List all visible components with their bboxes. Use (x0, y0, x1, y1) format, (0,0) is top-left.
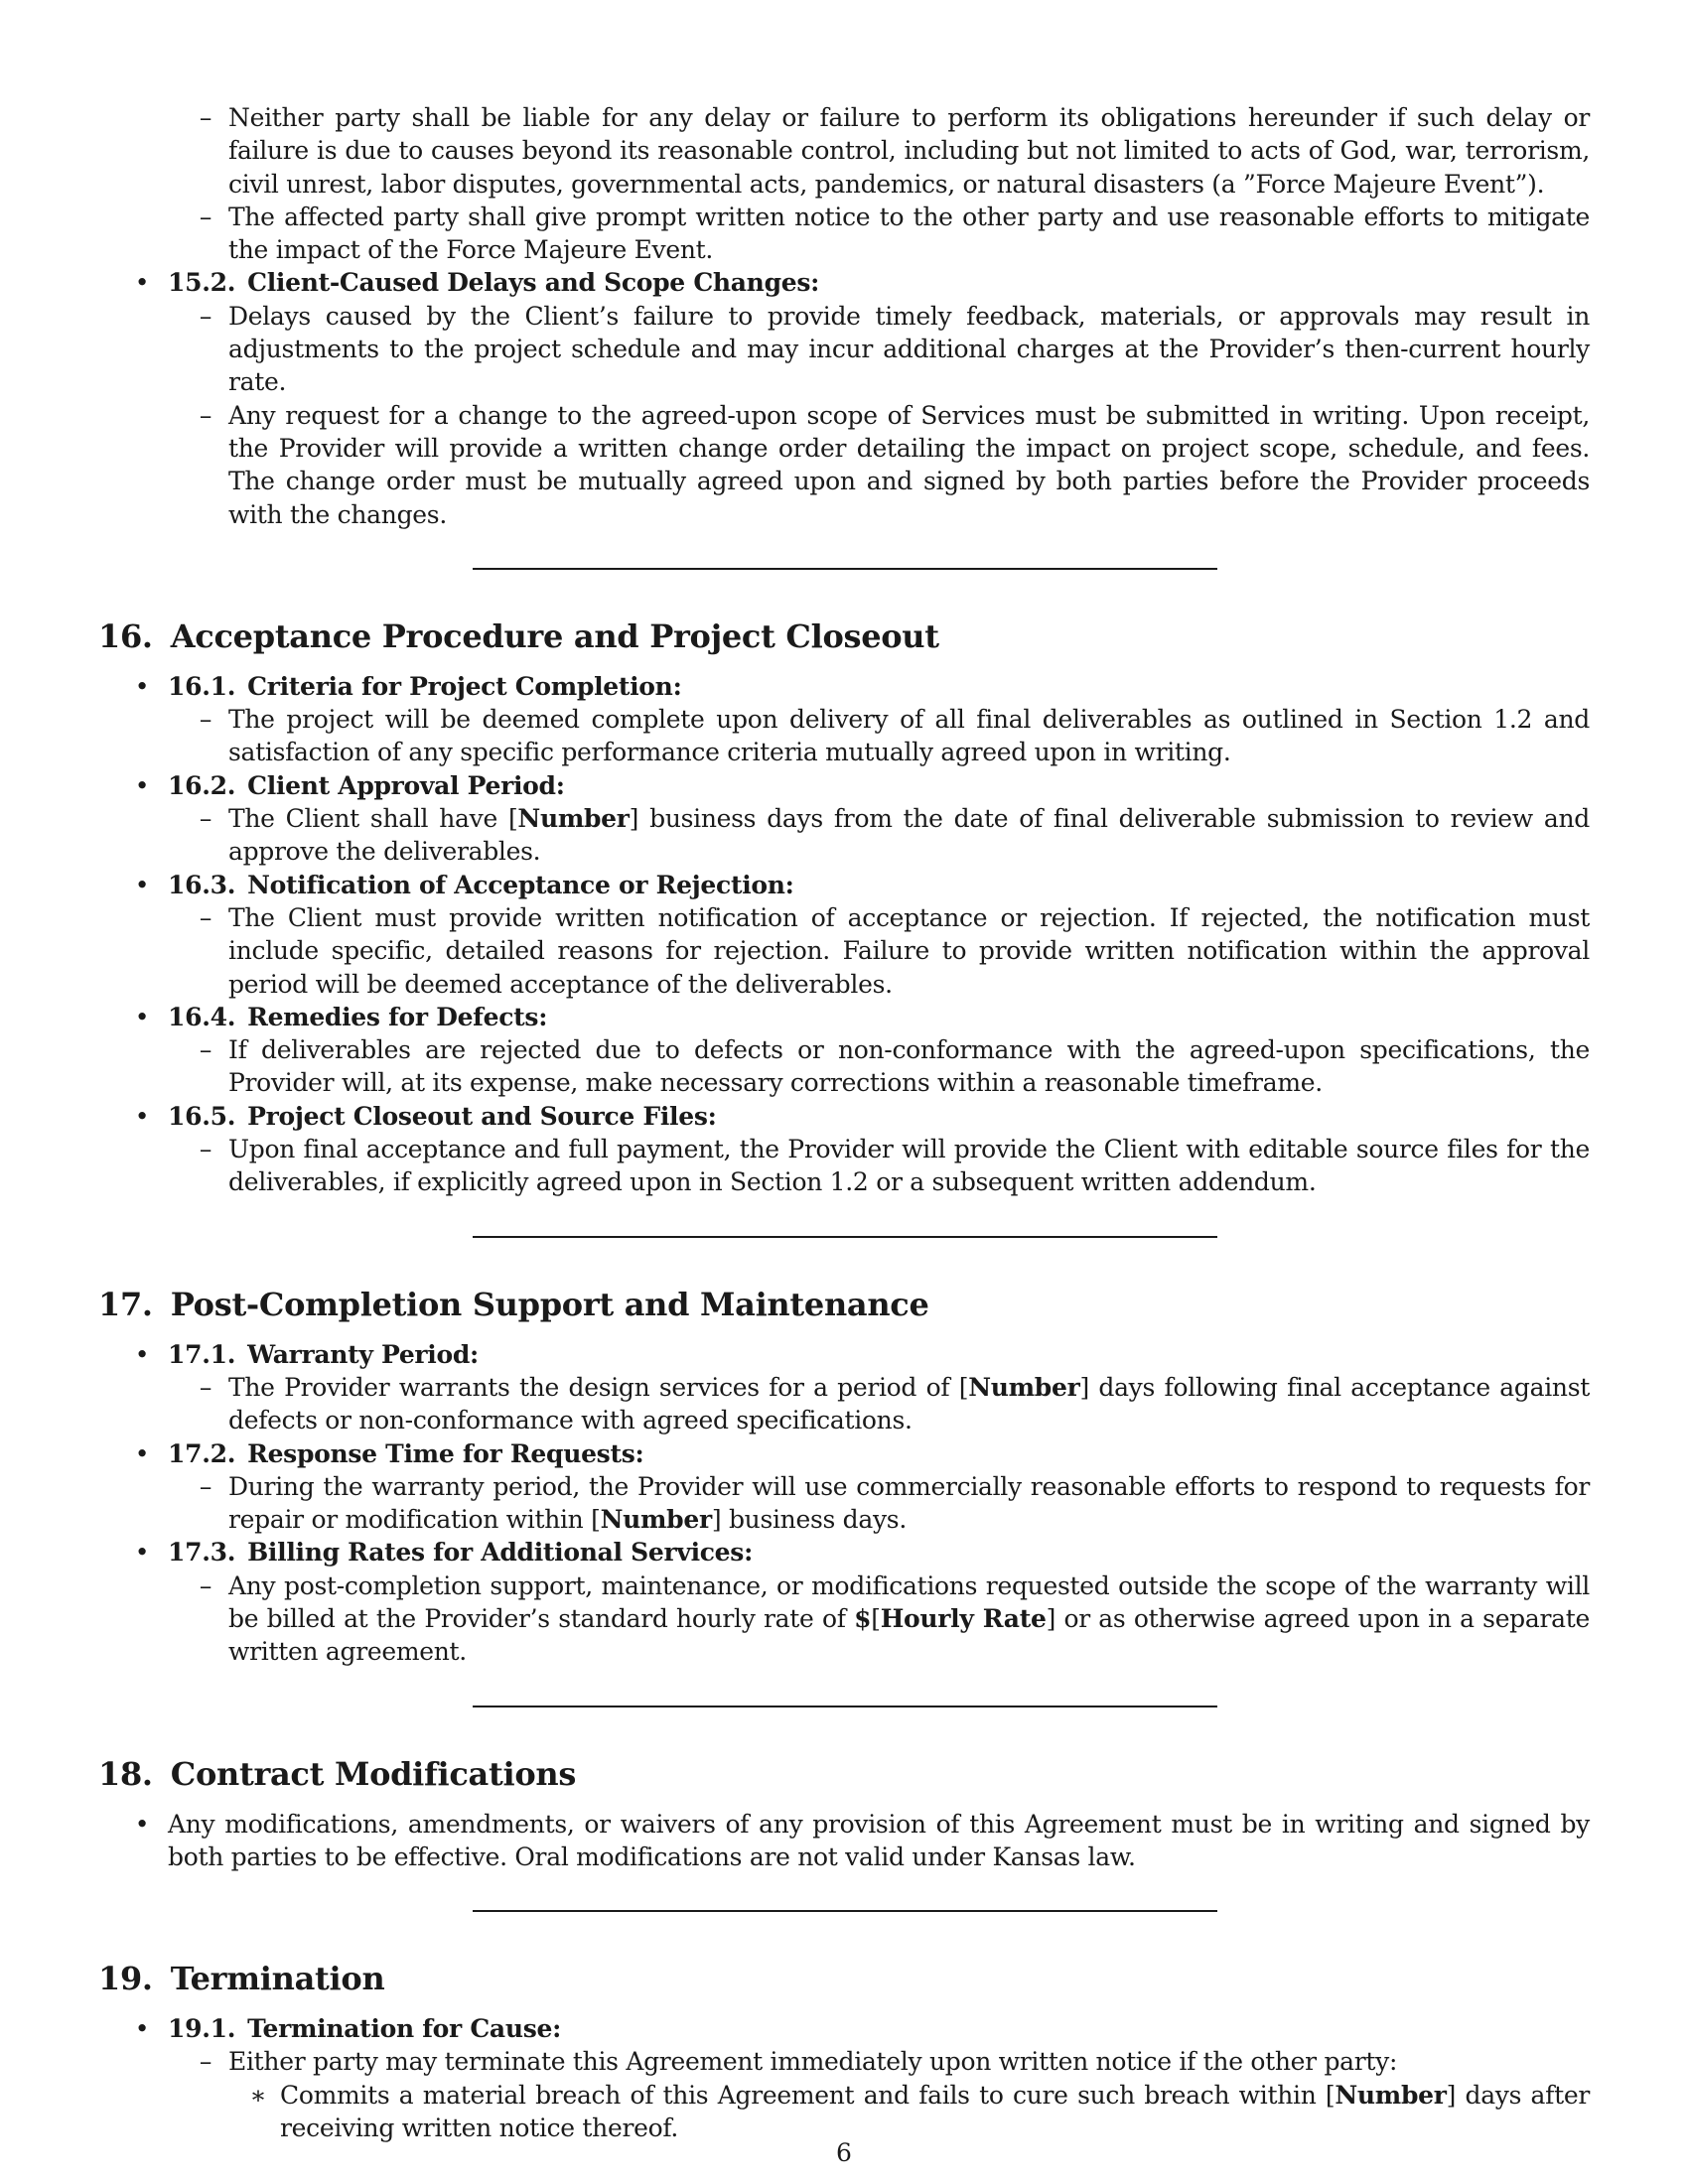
subsection-item (98, 1100, 1590, 1133)
subsection-title-text: Billing Rates for Additional Services: (247, 1538, 753, 1568)
subsection-item (98, 2012, 1590, 2045)
list-item (98, 101, 1590, 201)
subsection-title-text: Termination for Cause: (247, 2014, 562, 2044)
bullet-marker: • (134, 1538, 150, 1568)
list-item (98, 901, 1590, 1001)
document-body (98, 101, 1590, 2144)
subsection-item (98, 1437, 1590, 1470)
page-number: 6 (836, 2138, 852, 2167)
subsection-number: 17.1. (168, 1339, 236, 1369)
list-item (98, 300, 1590, 399)
list-item (98, 2045, 1590, 2078)
bullet-marker: • (134, 1339, 150, 1369)
text-run: The Provider warrants the design services for a period of [ (228, 1372, 969, 1402)
section-title-text: Acceptance Procedure and Project Closeout (170, 616, 939, 655)
subsection-title (168, 268, 819, 297)
placeholder-field: Number (517, 804, 630, 834)
subsection-number: 19.1. (168, 2014, 236, 2044)
dash-marker: – (199, 804, 212, 834)
text-run: ] business days from the date of final deliverable submission to review and approve the deliverables. (228, 804, 1590, 867)
section-heading (98, 616, 1590, 656)
list-item (98, 1133, 1590, 1199)
subsection-item (98, 1338, 1590, 1371)
list-item (98, 1371, 1590, 1437)
subsection-title-text: Criteria for Project Completion: (247, 671, 682, 701)
section-divider (473, 1706, 1217, 1707)
subsection-number: 17.2. (168, 1438, 236, 1468)
subsection-title-text: Remedies for Defects: (247, 1002, 548, 1031)
placeholder-field: Number (1335, 2080, 1447, 2110)
subsection-item (98, 1001, 1590, 1033)
subsection-title-text: Warranty Period: (247, 1339, 479, 1369)
bullet-marker: • (134, 1438, 150, 1468)
bullet-marker: • (134, 2014, 150, 2044)
subsection-title (168, 1102, 717, 1131)
subsection-title (168, 1439, 643, 1468)
subsection-number: 17.3. (168, 1538, 236, 1568)
bullet-marker: • (134, 671, 150, 701)
list-item (98, 1033, 1590, 1100)
dash-marker: – (199, 103, 212, 132)
dash-marker: – (199, 1135, 212, 1164)
dash-marker: – (199, 1570, 212, 1600)
text-run: Any post-completion support, maintenance, or modifications requested outside the scope of the warranty will be billed at the Provider’s standard hourly rate of (228, 1570, 1590, 1633)
dash-marker: – (199, 705, 212, 735)
subsection-number: 16.4. (168, 1002, 236, 1031)
text-run: During the warranty period, the Provider will use commercially reasonable efforts to respond to requests for repair or modification within [ (228, 1471, 1590, 1535)
subsection-number: 16.3. (168, 870, 236, 899)
bullet-marker: • (134, 268, 150, 298)
subsection-title (168, 1538, 753, 1567)
text-run: Commits a material breach of this Agreement and fails to cure such breach within [ (280, 2080, 1336, 2110)
list-item (98, 1808, 1590, 1874)
text-run: ] business days. (711, 1505, 907, 1535)
subsection-item (98, 266, 1590, 299)
text-run: ] days following final acceptance against defects or non-conformance with agreed specifications. (228, 1372, 1590, 1435)
list-item-text (228, 804, 1590, 866)
bullet-marker: • (134, 870, 150, 899)
list-item-text: Any request for a change to the agreed-upon scope of Services must be submitted in writing. Upon receipt, the Provider will provide a written change order detailing the impact on project scope, schedule, and fees. The change order must be mutually agreed upon and signed by both parties before the Provider proceeds with the changes. (228, 400, 1590, 529)
list-item (98, 802, 1590, 869)
subsection-item (98, 670, 1590, 703)
section-heading (98, 1285, 1590, 1324)
section-divider (473, 1236, 1217, 1238)
list-item-text (228, 1373, 1590, 1434)
subsection-title-text: Client Approval Period: (247, 770, 565, 800)
list-item (98, 399, 1590, 531)
list-item-text: Delays caused by the Client’s failure to provide timely feedback, materials, or approvals may result in adjustments to the project schedule and may incur additional charges at the Provider’s then-current hourly rate. (228, 301, 1590, 397)
list-item-text: If deliverables are rejected due to defects or non-conformance with the agreed-upon specifications, the Provider will, at its expense, make necessary corrections within a reasonable timeframe. (228, 1035, 1590, 1098)
dollar-sign: $ (854, 1603, 872, 1633)
subsection-title-text: Response Time for Requests: (247, 1438, 644, 1468)
dash-marker: – (199, 301, 212, 331)
list-item-text: Either party may terminate this Agreement immediately upon written notice if the other party: (228, 2047, 1398, 2077)
placeholder-field: Number (600, 1505, 712, 1535)
subsection-title-text: Project Closeout and Source Files: (247, 1101, 717, 1131)
star-marker: ∗ (249, 2080, 267, 2110)
section-number: 18. (98, 1754, 153, 1793)
section-number: 17. (98, 1285, 153, 1323)
subsection-title (168, 1003, 547, 1031)
subsection-number: 16.2. (168, 770, 236, 800)
text-run: ] or as otherwise agreed upon in a separate written agreement. (228, 1603, 1590, 1667)
list-item (98, 703, 1590, 769)
subsection-number: 15.2. (168, 268, 236, 298)
bullet-marker: • (134, 1002, 150, 1031)
subsection-title-text: Notification of Acceptance or Rejection: (247, 870, 794, 899)
list-item-text (280, 2081, 1590, 2142)
subsection-title (168, 1340, 479, 1369)
text-run: [ (871, 1603, 881, 1633)
section-divider (473, 568, 1217, 570)
bullet-marker: • (134, 770, 150, 800)
list-item-text: Neither party shall be liable for any delay or failure to perform its obligations hereunder if such delay or failure is due to causes beyond its reasonable control, including but not limited to acts of God, war, terrorism, civil unrest, labor disputes, governmental acts, pandemics, or natural disasters (a ”Force Majeure Event”). (228, 103, 1590, 199)
list-item-text: Any modifications, amendments, or waivers of any provision of this Agreement must be in writing and signed by both parties to be effective. Oral modifications are not valid under Kansas law. (168, 1809, 1590, 1871)
section-title-text: Post-Completion Support and Maintenance (170, 1285, 929, 1323)
text-run: ] days after receiving written notice thereof. (280, 2080, 1591, 2143)
subsection-title (168, 871, 794, 899)
list-item-text: Upon final acceptance and full payment, the Provider will provide the Client with editable source files for the deliverables, if explicitly agreed upon in Section 1.2 or a subsequent written addendum. (228, 1135, 1590, 1197)
dash-marker: – (199, 902, 212, 932)
section-number: 19. (98, 1960, 153, 1998)
subsection-item (98, 869, 1590, 901)
list-item (98, 201, 1590, 267)
list-item-text (228, 1472, 1590, 1534)
subsection-title (168, 771, 565, 800)
section-heading (98, 1754, 1590, 1794)
section-heading (98, 1959, 1590, 1998)
dash-marker: – (199, 2047, 212, 2077)
list-item-text: The Client must provide written notification of acceptance or rejection. If rejected, the notification must include specific, detailed reasons for rejection. Failure to provide written notification within the approval period will be deemed acceptance of the deliverables. (228, 902, 1590, 999)
subsection-number: 16.5. (168, 1101, 236, 1131)
dash-marker: – (199, 202, 212, 231)
section-number: 16. (98, 616, 153, 655)
dash-marker: – (199, 1471, 212, 1501)
dash-marker: – (199, 1035, 212, 1065)
list-item (98, 1570, 1590, 1669)
subsection-item (98, 1536, 1590, 1569)
placeholder-field: Hourly Rate (880, 1603, 1047, 1633)
section-title-text: Contract Modifications (170, 1754, 577, 1793)
section-divider (473, 1910, 1217, 1912)
list-item-text: The affected party shall give prompt written notice to the other party and use reasonable efforts to mitigate the impact of the Force Majeure Event. (228, 202, 1590, 265)
bullet-marker: • (134, 1101, 150, 1131)
subsection-title (168, 672, 682, 701)
dash-marker: – (199, 400, 212, 430)
section-title-text: Termination (170, 1960, 385, 1998)
placeholder-field: Number (968, 1372, 1080, 1402)
list-item (98, 2079, 1590, 2145)
subsection-title (168, 2014, 561, 2043)
list-item-text (228, 1571, 1590, 1667)
subsection-number: 16.1. (168, 671, 236, 701)
dash-marker: – (199, 1372, 212, 1402)
list-item (98, 1470, 1590, 1537)
subsection-title-text: Client-Caused Delays and Scope Changes: (247, 268, 820, 298)
bullet-marker: • (134, 1809, 150, 1839)
text-run: The Client shall have [ (228, 804, 518, 834)
subsection-item (98, 769, 1590, 802)
list-item-text: The project will be deemed complete upon delivery of all final deliverables as outlined in Section 1.2 and satisfaction of any specific performance criteria mutually agreed upon in writing. (228, 705, 1590, 767)
